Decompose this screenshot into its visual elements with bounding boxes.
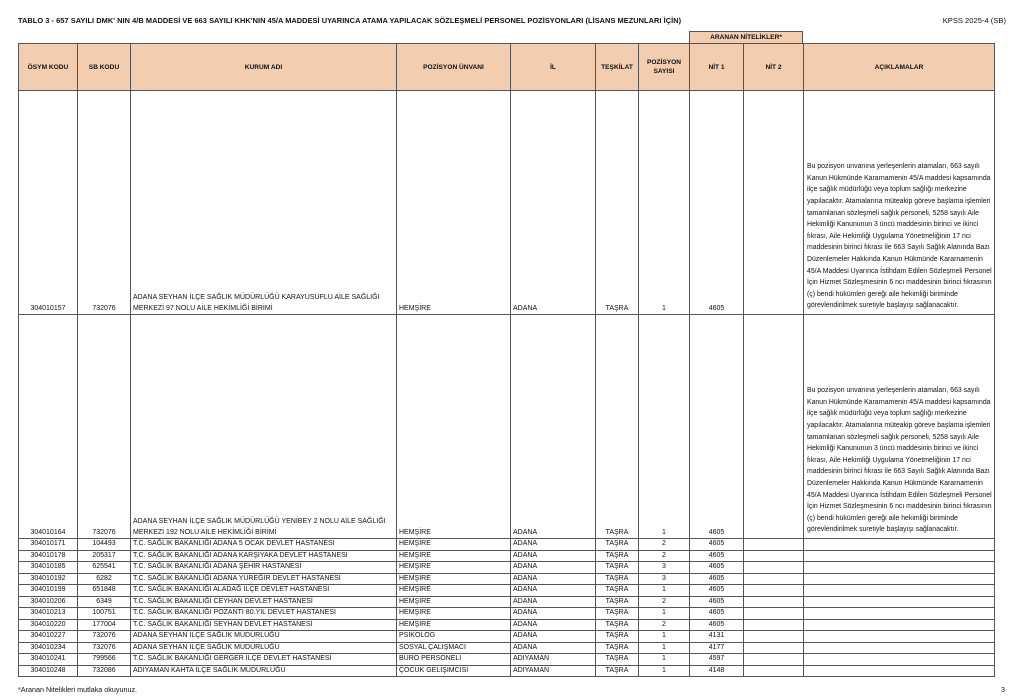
nit-2-cell — [744, 573, 804, 585]
nit-1-cell: 4605 — [690, 573, 744, 585]
pozisyon-unvani-cell: HEMŞİRE — [397, 562, 511, 574]
nit-2-cell — [744, 654, 804, 666]
kurum-adi-cell: T.C. SAĞLIK BAKANLIĞI ADANA 5 OCAK DEVLET HASTANESİ — [131, 539, 397, 551]
kurum-adi-cell: T.C. SAĞLIK BAKANLIĞI ADANA ŞEHİR HASTANESİ — [131, 562, 397, 574]
osym-kodu-cell: 304010164 — [19, 315, 78, 539]
col-header-il: İL — [511, 44, 596, 91]
kurum-adi-cell: ADANA SEYHAN İLÇE SAĞLIK MÜDÜRLÜĞÜ — [131, 642, 397, 654]
aciklama-cell — [804, 654, 995, 666]
nit-1-cell: 4177 — [690, 642, 744, 654]
nit-1-cell: 4131 — [690, 631, 744, 643]
aciklama-cell — [804, 585, 995, 597]
pozisyon-sayisi-cell: 1 — [639, 642, 690, 654]
table-header-row — [19, 44, 995, 91]
pozisyon-unvani-cell: SOSYAL ÇALIŞMACI — [397, 642, 511, 654]
sb-kodu-cell: 205317 — [78, 550, 131, 562]
nit-1-cell: 4597 — [690, 654, 744, 666]
sb-kodu-cell: 625541 — [78, 562, 131, 574]
pozisyon-sayisi-cell: 2 — [639, 539, 690, 551]
kurum-adi-cell: T.C. SAĞLIK BAKANLIĞI ADANA KARŞIYAKA DEVLET HASTANESİ — [131, 550, 397, 562]
col-header-kurum-adi: KURUM ADI — [131, 44, 397, 91]
pozisyon-unvani-cell: BÜRO PERSONELİ — [397, 654, 511, 666]
osym-kodu-cell: 304010206 — [19, 596, 78, 608]
pozisyon-unvani-cell: ÇOCUK GELİŞİMCİSİ — [397, 665, 511, 677]
osym-kodu-cell: 304010234 — [19, 642, 78, 654]
pozisyon-sayisi-cell: 3 — [639, 562, 690, 574]
aciklama-cell — [804, 631, 995, 643]
teskilat-cell: TAŞRA — [596, 585, 639, 597]
aciklama-cell — [804, 573, 995, 585]
sb-kodu-cell: 6349 — [78, 596, 131, 608]
il-cell: ADANA — [511, 596, 596, 608]
table-row — [19, 654, 995, 666]
osym-kodu-cell: 304010171 — [19, 539, 78, 551]
table-row — [19, 631, 995, 643]
pozisyon-unvani-cell: HEMŞİRE — [397, 619, 511, 631]
sb-kodu-cell: 732076 — [78, 315, 131, 539]
sb-kodu-cell: 6282 — [78, 573, 131, 585]
teskilat-cell: TAŞRA — [596, 550, 639, 562]
table-row — [19, 539, 995, 551]
sb-kodu-cell: 651848 — [78, 585, 131, 597]
il-cell: ADANA — [511, 573, 596, 585]
teskilat-cell: TAŞRA — [596, 539, 639, 551]
teskilat-cell: TAŞRA — [596, 562, 639, 574]
kurum-adi-cell: ADANA SEYHAN İLÇE SAĞLIK MÜDÜRLÜĞÜ KARAYUSUFLU AİLE SAĞLIĞI MERKEZİ 97 NOLU AİLE HEKİMLİĞİ BİRİMİ — [131, 91, 397, 315]
nit-2-cell — [744, 315, 804, 539]
col-header-nit-1: NİT 1 — [690, 44, 744, 91]
il-cell: ADANA — [511, 642, 596, 654]
teskilat-cell: TAŞRA — [596, 608, 639, 620]
kurum-adi-cell: T.C. SAĞLIK BAKANLIĞI SEYHAN DEVLET HASTANESİ — [131, 619, 397, 631]
il-cell: ADANA — [511, 91, 596, 315]
kurum-adi-cell: T.C. SAĞLIK BAKANLIĞI ALADAĞ İLÇE DEVLET HASTANESİ — [131, 585, 397, 597]
document-title: TABLO 3 - 657 SAYILI DMK' NIN 4/B MADDESİ VE 663 SAYILI KHK'NIN 45/A MADDESİ UYARINCA ATAMA YAPILACAK SÖZLEŞMELİ PERSONEL POZİSYONLARI (LİSANS MEZUNLARI İÇİN) — [18, 16, 682, 25]
sb-kodu-cell: 104493 — [78, 539, 131, 551]
pozisyon-sayisi-cell: 1 — [639, 315, 690, 539]
osym-kodu-cell: 304010227 — [19, 631, 78, 643]
pozisyon-sayisi-cell: 1 — [639, 608, 690, 620]
pozisyon-sayisi-cell: 3 — [639, 573, 690, 585]
teskilat-cell: TAŞRA — [596, 573, 639, 585]
osym-kodu-cell: 304010213 — [19, 608, 78, 620]
aciklama-cell — [804, 665, 995, 677]
pozisyon-unvani-cell: HEMŞİRE — [397, 539, 511, 551]
group-header-aranan-nitelikler: ARANAN NİTELİKLER* — [689, 31, 803, 43]
page-number: 3 — [1001, 685, 1005, 694]
sb-kodu-cell: 732076 — [78, 631, 131, 643]
il-cell: ADANA — [511, 585, 596, 597]
nit-2-cell — [744, 642, 804, 654]
table-row — [19, 315, 995, 539]
nit-2-cell — [744, 585, 804, 597]
il-cell: ADIYAMAN — [511, 654, 596, 666]
il-cell: ADANA — [511, 562, 596, 574]
pozisyon-unvani-cell: HEMŞİRE — [397, 91, 511, 315]
pozisyon-sayisi-cell: 2 — [639, 596, 690, 608]
kurum-adi-cell: T.C. SAĞLIK BAKANLIĞI ADANA YÜREĞİR DEVLET HASTANESİ — [131, 573, 397, 585]
sb-kodu-cell: 799566 — [78, 654, 131, 666]
sb-kodu-cell: 732076 — [78, 642, 131, 654]
teskilat-cell: TAŞRA — [596, 596, 639, 608]
kurum-adi-cell: ADIYAMAN KAHTA İLÇE SAĞLIK MÜDÜRLÜĞÜ — [131, 665, 397, 677]
teskilat-cell: TAŞRA — [596, 654, 639, 666]
pozisyon-unvani-cell: HEMŞİRE — [397, 596, 511, 608]
pozisyon-sayisi-cell: 1 — [639, 631, 690, 643]
aciklama-cell — [804, 619, 995, 631]
nit-2-cell — [744, 539, 804, 551]
nit-2-cell — [744, 631, 804, 643]
nit-2-cell — [744, 550, 804, 562]
teskilat-cell: TAŞRA — [596, 619, 639, 631]
osym-kodu-cell: 304010192 — [19, 573, 78, 585]
col-header-osym-kodu: ÖSYM KODU — [19, 44, 78, 91]
nit-2-cell — [744, 608, 804, 620]
nit-1-cell: 4605 — [690, 619, 744, 631]
nit-2-cell — [744, 91, 804, 315]
nit-1-cell: 4605 — [690, 539, 744, 551]
pozisyon-sayisi-cell: 1 — [639, 654, 690, 666]
teskilat-cell: TAŞRA — [596, 665, 639, 677]
aciklama-cell — [804, 562, 995, 574]
kurum-adi-cell: T.C. SAĞLIK BAKANLIĞI CEYHAN DEVLET HASTANESİ — [131, 596, 397, 608]
aciklama-cell — [804, 596, 995, 608]
pozisyon-unvani-cell: PSİKOLOG — [397, 631, 511, 643]
teskilat-cell: TAŞRA — [596, 642, 639, 654]
pozisyon-sayisi-cell: 1 — [639, 665, 690, 677]
pozisyon-unvani-cell: HEMŞİRE — [397, 550, 511, 562]
osym-kodu-cell: 304010220 — [19, 619, 78, 631]
table-row — [19, 596, 995, 608]
osym-kodu-cell: 304010248 — [19, 665, 78, 677]
nit-1-cell: 4148 — [690, 665, 744, 677]
pozisyon-unvani-cell: HEMŞİRE — [397, 315, 511, 539]
kurum-adi-cell: ADANA SEYHAN İLÇE SAĞLIK MÜDÜRLÜĞÜ YENİBEY 2 NOLU AİLE SAĞLIĞI MERKEZİ 192 NOLU AİLE HEKİMLİĞİ BİRİMİ — [131, 315, 397, 539]
osym-kodu-cell: 304010157 — [19, 91, 78, 315]
pozisyon-unvani-cell: HEMŞİRE — [397, 573, 511, 585]
aciklama-cell: Bu pozisyon unvanına yerleşenlerin atamaları, 663 sayılı Kanun Hükmünde Kararnamenin 45/A maddesi kapsamında ilçe sağlık müdürlüğü veya toplum sağlığı merkezine yapılacaktır. Atamalarına müteakip göreve başlama işlemleri tamamlanan sözleşmeli sağlık personeli, 5258 sayılı Aile Hekimliği Kanununun 3 üncü maddesinin birinci ve ikinci fıkrası, Aile Hekimliği Uygulama Yönetmeliğinin 17 nci maddesinin birinci fıkrası ile 663 Sayılı Sağlık Alanında Bazı Düzenlemeler Hakkında Kanun Hükmünde Kararnamenin 45/A Maddesi Uyarınca İstihdam Edilen Sözleşmeli Personel İçin Hizmet Sözleşmesinin 6 ncı maddesinin birinci fıkrasının (ç) bendi hükümleri gereği aile hekimliği biriminde görevlendirilmek suretiyle başlayışı sağlanacaktır. — [804, 91, 995, 315]
table-row — [19, 91, 995, 315]
aciklama-cell — [804, 608, 995, 620]
nit-1-cell: 4605 — [690, 562, 744, 574]
pozisyon-sayisi-cell: 1 — [639, 91, 690, 315]
kurum-adi-cell: T.C. SAĞLIK BAKANLIĞI POZANTI 80.YIL DEVLET HASTANESİ — [131, 608, 397, 620]
teskilat-cell: TAŞRA — [596, 91, 639, 315]
footnote: *Aranan Nitelikleri mutlaka okuyunuz. — [18, 685, 138, 694]
nit-2-cell — [744, 619, 804, 631]
sb-kodu-cell: 732086 — [78, 665, 131, 677]
pozisyon-unvani-cell: HEMŞİRE — [397, 585, 511, 597]
col-header-sb-kodu: SB KODU — [78, 44, 131, 91]
il-cell: ADIYAMAN — [511, 665, 596, 677]
table-row — [19, 573, 995, 585]
il-cell: ADANA — [511, 539, 596, 551]
sb-kodu-cell: 177004 — [78, 619, 131, 631]
nit-2-cell — [744, 562, 804, 574]
nit-1-cell: 4605 — [690, 91, 744, 315]
positions-table — [18, 43, 995, 677]
col-header-teskilat: TEŞKİLAT — [596, 44, 639, 91]
il-cell: ADANA — [511, 619, 596, 631]
aciklama-cell: Bu pozisyon unvanına yerleşenlerin atamaları, 663 sayılı Kanun Hükmünde Kararnamenin 45/A maddesi kapsamında ilçe sağlık müdürlüğü veya toplum sağlığı merkezine yapılacaktır. Atamalarına müteakip göreve başlama işlemleri tamamlanan sözleşmeli sağlık personeli, 5258 sayılı Aile Hekimliği Kanununun 3 üncü maddesinin birinci ve ikinci fıkrası, Aile Hekimliği Uygulama Yönetmeliğinin 17 nci maddesinin birinci fıkrası ile 663 Sayılı Sağlık Alanında Bazı Düzenlemeler Hakkında Kanun Hükmünde Kararnamenin 45/A Maddesi Uyarınca İstihdam Edilen Sözleşmeli Personel İçin Hizmet Sözleşmesinin 6 ncı maddesinin birinci fıkrasının (ç) bendi hükümleri gereği aile hekimliği biriminde görevlendirilmek suretiyle başlayışı sağlanacaktır. — [804, 315, 995, 539]
table-row — [19, 585, 995, 597]
aciklama-cell — [804, 539, 995, 551]
kurum-adi-cell: T.C. SAĞLIK BAKANLIĞI GERGER İLÇE DEVLET HASTANESİ — [131, 654, 397, 666]
nit-1-cell: 4605 — [690, 585, 744, 597]
pozisyon-unvani-cell: HEMŞİRE — [397, 608, 511, 620]
osym-kodu-cell: 304010241 — [19, 654, 78, 666]
il-cell: ADANA — [511, 315, 596, 539]
table-row — [19, 642, 995, 654]
osym-kodu-cell: 304010185 — [19, 562, 78, 574]
pozisyon-sayisi-cell: 2 — [639, 550, 690, 562]
table-row — [19, 550, 995, 562]
pozisyon-sayisi-cell: 1 — [639, 585, 690, 597]
osym-kodu-cell: 304010199 — [19, 585, 78, 597]
il-cell: ADANA — [511, 631, 596, 643]
osym-kodu-cell: 304010178 — [19, 550, 78, 562]
il-cell: ADANA — [511, 550, 596, 562]
nit-1-cell: 4605 — [690, 608, 744, 620]
document-code: KPSS 2025-4 (SB) — [942, 16, 1006, 25]
nit-2-cell — [744, 665, 804, 677]
col-header-aciklamalar: AÇIKLAMALAR — [804, 44, 995, 91]
col-header-nit-2: NİT 2 — [744, 44, 804, 91]
table-row — [19, 562, 995, 574]
il-cell: ADANA — [511, 608, 596, 620]
pozisyon-sayisi-cell: 2 — [639, 619, 690, 631]
aciklama-cell — [804, 550, 995, 562]
sb-kodu-cell: 100751 — [78, 608, 131, 620]
teskilat-cell: TAŞRA — [596, 631, 639, 643]
table-row — [19, 665, 995, 677]
nit-2-cell — [744, 596, 804, 608]
table-row — [19, 619, 995, 631]
col-header-pozisyon-sayisi: POZİSYON SAYISI — [639, 44, 690, 91]
aciklama-cell — [804, 642, 995, 654]
nit-1-cell: 4605 — [690, 596, 744, 608]
nit-1-cell: 4605 — [690, 315, 744, 539]
nit-1-cell: 4605 — [690, 550, 744, 562]
table-row — [19, 608, 995, 620]
teskilat-cell: TAŞRA — [596, 315, 639, 539]
sb-kodu-cell: 732076 — [78, 91, 131, 315]
col-header-pozisyon-unvani: POZİSYON ÜNVANI — [397, 44, 511, 91]
kurum-adi-cell: ADANA SEYHAN İLÇE SAĞLIK MÜDÜRLÜĞÜ — [131, 631, 397, 643]
